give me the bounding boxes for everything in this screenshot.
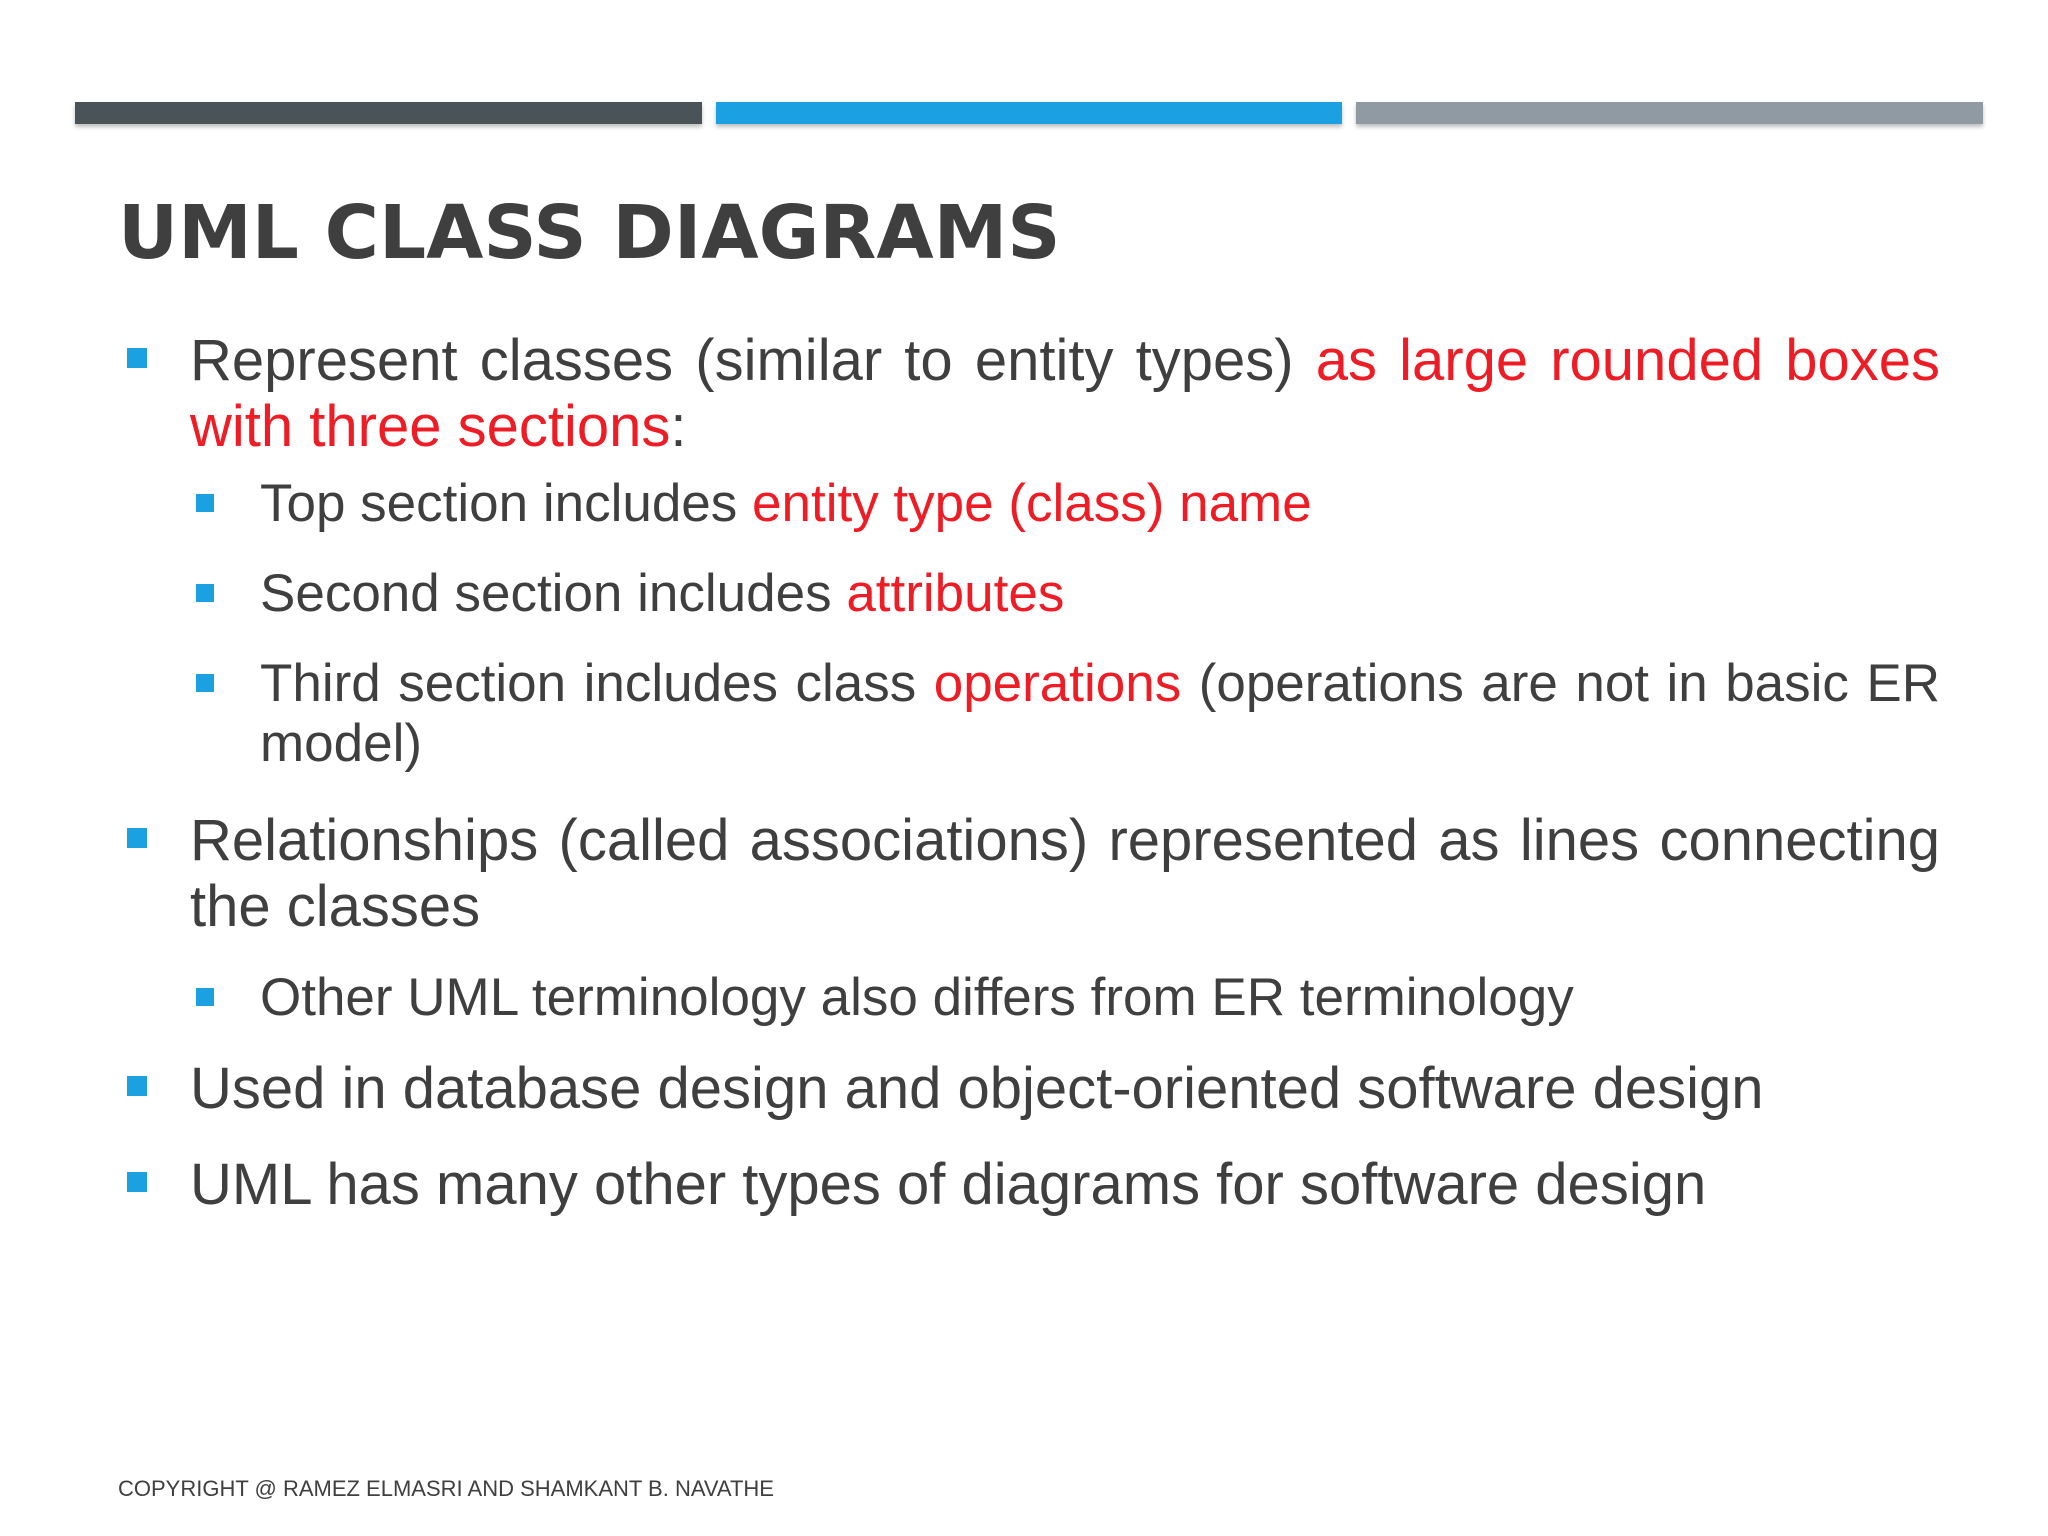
bullet-text: Represent classes (similar to entity types) [190,328,1316,393]
square-bullet-icon [127,1172,147,1192]
sub-bullet-item [260,474,1940,534]
header-bar-gray [1356,102,1983,124]
bullet-text: UML has many other types of diagrams for software design [190,1152,1707,1217]
slide-title: UML CLASS DIAGRAMS [118,190,1061,276]
sub-bullet-item [260,564,1940,624]
header-bar-dark [75,102,702,124]
bullet-item [120,1056,1940,1122]
bullet-text: Relationships (called associations) represented as lines connecting the classes [190,808,1940,939]
bullet-item [120,328,1940,460]
square-bullet-icon [196,988,214,1006]
square-bullet-icon [196,494,214,512]
bullet-item [120,1152,1940,1218]
square-bullet-icon [127,828,147,848]
bullet-highlight: attributes [846,564,1065,623]
bullet-highlight: entity type (class) name [752,474,1312,533]
bullet-text: Other UML terminology also differs from ER terminology [260,968,1574,1027]
bullet-text: Second section includes [260,564,847,623]
bullet-text: Third section includes class [260,654,934,713]
square-bullet-icon [196,674,214,692]
bullet-suffix: : [670,394,687,459]
copyright-footer: COPYRIGHT @ RAMEZ ELMASRI AND SHAMKANT B. NAVATHE [118,1476,774,1501]
bullet-text: Top section includes [260,474,753,533]
bullet-item [120,808,1940,940]
bullet-text: Used in database design and object-oriented software design [190,1056,1764,1121]
bullet-highlight: operations [933,654,1182,713]
header-bar-blue [716,102,1342,124]
sub-bullet-item [260,654,1940,774]
square-bullet-icon [196,584,214,602]
bullet-highlight: as large rounded boxes with three sections [190,328,1941,459]
bullet-suffix: (operations are not in basic ER model) [260,654,1941,773]
bullet-list [120,328,1940,1218]
square-bullet-icon [127,1076,147,1096]
sub-bullet-item [260,968,1940,1028]
square-bullet-icon [127,348,147,368]
